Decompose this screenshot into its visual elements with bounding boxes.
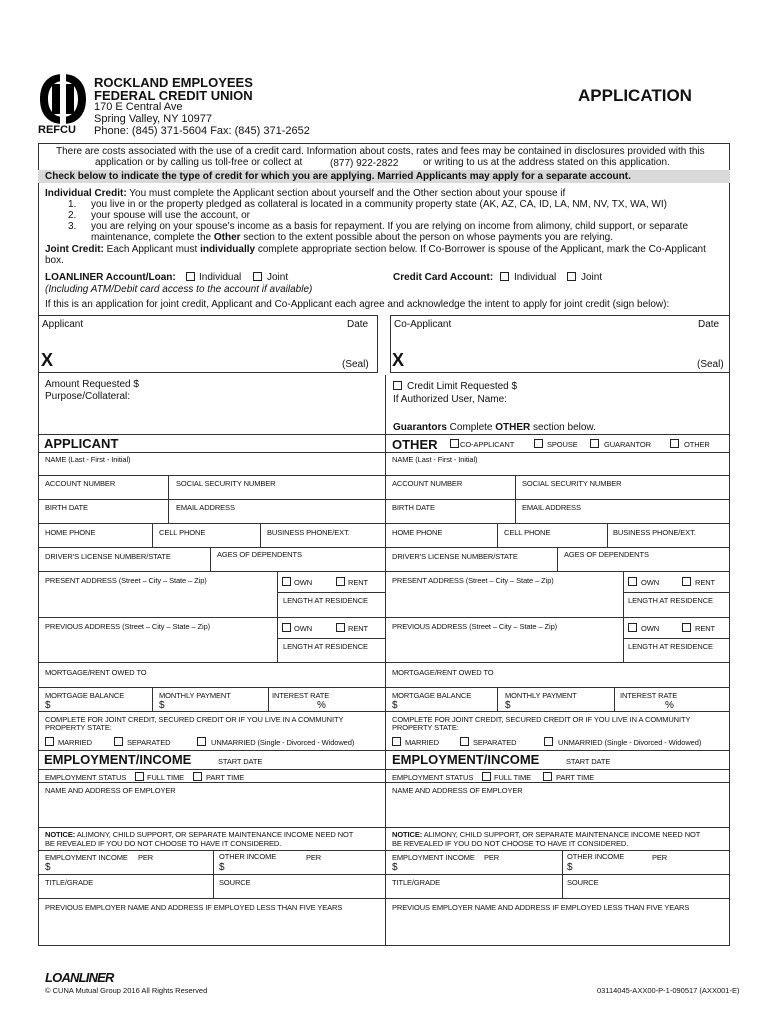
intro-phone: (877) 922-2822 (330, 158, 399, 169)
row-line (385, 874, 730, 875)
col-line (557, 547, 558, 571)
credit-card-individual-label: Individual (514, 272, 557, 283)
spouse-checkbox[interactable] (534, 439, 543, 448)
joint-a: Each Applicant must (103, 244, 201, 255)
other-previous-employer-field[interactable]: PREVIOUS EMPLOYER NAME AND ADDRESS IF EMPLOYED LESS THAN FIVE YEARS (392, 903, 690, 912)
other-account-number-field[interactable]: ACCOUNT NUMBER (392, 479, 463, 488)
purpose-collateral-label: Purpose/Collateral: (45, 391, 131, 402)
joint-credit-text2: box. (45, 255, 64, 266)
org-phone: Phone: (845) 371-5604 Fax: (845) 371-2652 (94, 125, 310, 137)
credit-card-joint-checkbox[interactable] (567, 272, 576, 281)
cont-b: Other (213, 232, 241, 243)
list-item-text: your spouse will use the account, or (91, 210, 250, 221)
own-label: OWN (294, 624, 313, 633)
credit-card-label: Credit Card Account: (393, 272, 494, 283)
other-married-checkbox[interactable] (392, 737, 401, 746)
loanliner-logo: LOANLINER (45, 970, 114, 985)
row-line (38, 499, 385, 500)
row-line (385, 769, 730, 770)
intro-line1: There are costs associated with the use of a credit card. Information about costs, rates and fees may be contained in disclosures provided with this (56, 146, 705, 157)
list-item-text: you are relying on your spouse's income as a basis for repayment. If you are relying on income from alimony, child support, or separate (91, 221, 689, 232)
separated-label: SEPARATED (127, 738, 171, 747)
other-drivers-license-field[interactable]: DRIVER'S LICENSE NUMBER/STATE (392, 552, 518, 561)
row-line (38, 769, 385, 770)
notice-text (45, 830, 353, 839)
row-line (385, 782, 730, 783)
col-line (623, 571, 624, 617)
row-line (277, 592, 385, 593)
monthly-payment-field[interactable]: MONTHLY PAYMENT (159, 691, 231, 700)
row-line (38, 475, 385, 476)
loanliner-individual-checkbox[interactable] (186, 272, 195, 281)
credit-limit-checkbox[interactable] (393, 381, 402, 390)
row-line (38, 874, 385, 875)
other-property-state-note: PROPERTY STATE: (392, 723, 459, 732)
loanliner-joint-label: Joint (267, 272, 289, 283)
form-code: 03114045-AXX00-P-1-090517 (AXX001-E) (597, 986, 740, 995)
part-time-label: PART TIME (556, 773, 595, 782)
applicant-sign-label: Applicant (42, 319, 84, 330)
property-state-note: PROPERTY STATE: (45, 723, 112, 732)
ages-dependents-field[interactable]: AGES OF DEPENDENTS (217, 550, 302, 559)
other-previous-address-field[interactable]: PREVIOUS ADDRESS (Street – City – State – Zip) (392, 622, 558, 631)
other-previous-own-checkbox[interactable] (628, 623, 637, 632)
unmarried-label: UNMARRIED (Single - Divorced - Widowed) (558, 738, 702, 747)
other-full-time-checkbox[interactable] (482, 772, 491, 781)
income-source-field[interactable]: SOURCE (219, 878, 251, 887)
row-line (385, 711, 730, 712)
part-time-label: PART TIME (206, 773, 245, 782)
employment-income-field[interactable]: EMPLOYMENT INCOME (45, 853, 128, 862)
row-line (38, 687, 385, 688)
notice-body: ALIMONY, CHILD SUPPORT, OR SEPARATE MAINTENANCE INCOME NEED NOT (422, 830, 701, 839)
coapplicant-date-label: Date (698, 319, 720, 330)
married-label: MARRIED (58, 738, 92, 747)
other-name-field[interactable]: NAME (Last - First - Initial) (392, 455, 478, 464)
previous-own-checkbox[interactable] (282, 623, 291, 632)
guarantors-b: Complete (446, 422, 496, 433)
row-line (38, 452, 385, 453)
home-phone-field[interactable]: HOME PHONE (45, 528, 96, 537)
list-item-continuation (91, 232, 613, 243)
applicant-date-label: Date (347, 319, 369, 330)
notice-text2: BE REVEALED IF YOU DO NOT CHOOSE TO HAVE IT CONSIDERED. (45, 839, 282, 848)
other-income-per: PER (306, 853, 322, 862)
joint-credit-label: Joint Credit: (45, 244, 104, 255)
other-income-dollar: $ (219, 862, 225, 873)
loanliner-note: (Including ATM/Debit card access to the account if available) (45, 284, 313, 295)
full-time-label: FULL TIME (147, 773, 185, 782)
guarantors-c: OTHER (495, 422, 531, 433)
other-employment-title: EMPLOYMENT/INCOME (392, 752, 540, 767)
present-rent-checkbox[interactable] (336, 577, 345, 586)
present-address-field[interactable]: PRESENT ADDRESS (Street – City – State – Zip) (45, 576, 207, 585)
row-line (623, 592, 730, 593)
previous-address-field[interactable]: PREVIOUS ADDRESS (Street – City – State – Zip) (45, 622, 211, 631)
own-label: OWN (641, 624, 660, 633)
row-line (385, 898, 730, 899)
ssn-field[interactable]: SOCIAL SECURITY NUMBER (176, 479, 276, 488)
row-line (385, 523, 730, 524)
other-mortgage-balance-field[interactable]: MORTGAGE BALANCE (392, 691, 472, 700)
applicant-signature-box[interactable] (38, 315, 378, 373)
org-name-line1: ROCKLAND EMPLOYEES (94, 75, 253, 90)
row-line (38, 571, 385, 572)
full-time-checkbox[interactable] (135, 772, 144, 781)
unmarried-checkbox[interactable] (197, 737, 206, 746)
credit-card-joint-label: Joint (581, 272, 603, 283)
list-item-num: 2. (68, 210, 77, 221)
row-line (385, 571, 730, 572)
rent-label: RENT (695, 578, 716, 587)
other-part-time-checkbox[interactable] (543, 772, 552, 781)
col-line (614, 687, 615, 711)
other-interest-percent: % (665, 700, 674, 711)
col-line (268, 687, 269, 711)
row-line (385, 452, 730, 453)
row-line (385, 662, 730, 663)
page-title: APPLICATION (578, 86, 692, 105)
other-present-rent-checkbox[interactable] (682, 577, 691, 586)
other-start-date-field[interactable]: START DATE (566, 757, 611, 766)
notice-body: ALIMONY, CHILD SUPPORT, OR SEPARATE MAINTENANCE INCOME NEED NOT (75, 830, 354, 839)
other-separated-checkbox[interactable] (460, 737, 469, 746)
co-applicant-checkbox[interactable] (450, 439, 459, 448)
row-line (385, 750, 730, 751)
rent-label: RENT (695, 624, 716, 633)
other-section-title: OTHER (392, 437, 438, 452)
interest-percent: % (317, 700, 326, 711)
copyright-text: © CUNA Mutual Group 2016 All Rights Reserved (45, 986, 208, 995)
other-notice-text2: BE REVEALED IF YOU DO NOT CHOOSE TO HAVE IT CONSIDERED. (392, 839, 629, 848)
col-line (497, 687, 498, 711)
individual-credit-label: Individual Credit: (45, 188, 127, 199)
col-line (260, 523, 261, 547)
joint-b: individually (200, 244, 256, 255)
row-line (38, 547, 385, 548)
other-income-source-field[interactable]: SOURCE (567, 878, 599, 887)
row-line (385, 850, 730, 851)
row-line (38, 782, 385, 783)
other-mortgage-owed-field[interactable]: MORTGAGE/RENT OWED TO (392, 668, 494, 677)
guarantors-a: Guarantors (393, 422, 447, 433)
col-line (210, 547, 211, 571)
guarantors-d: section below. (530, 422, 596, 433)
row-line (38, 850, 385, 851)
logo-letters: REFCU (38, 124, 76, 136)
other-option-label: OTHER (684, 440, 710, 449)
other-cell-phone-field[interactable]: CELL PHONE (504, 528, 551, 537)
list-item-num: 1. (68, 199, 77, 210)
joint-credit-note: COMPLETE FOR JOINT CREDIT, SECURED CREDIT OR IF YOU LIVE IN A COMMUNITY (45, 715, 344, 724)
intro-line2a: application or by calling us toll-free or collect at (95, 157, 303, 168)
col-line (277, 571, 278, 617)
other-unmarried-checkbox[interactable] (544, 737, 553, 746)
other-present-address-field[interactable]: PRESENT ADDRESS (Street – City – State – Zip) (392, 576, 554, 585)
applicant-section-title: APPLICANT (44, 436, 119, 451)
other-emp-income-per: PER (484, 853, 500, 862)
row-line (38, 750, 385, 751)
row-line (38, 898, 385, 899)
row-line (385, 827, 730, 828)
row-line (38, 711, 385, 712)
business-phone-field[interactable]: BUSINESS PHONE/EXT. (267, 528, 350, 537)
credit-card-individual-checkbox[interactable] (500, 272, 509, 281)
col-line (515, 475, 516, 499)
other-monthly-payment-field[interactable]: MONTHLY PAYMENT (505, 691, 577, 700)
title-grade-field[interactable]: TITLE/GRADE (45, 878, 94, 887)
joint-c: complete appropriate section below. If Co-Borrower is spouse of the Applicant, mark the Co-Applicant (255, 244, 706, 255)
credit-union-logo-icon (38, 72, 88, 126)
own-label: OWN (641, 578, 660, 587)
married-label: MARRIED (405, 738, 439, 747)
married-checkbox[interactable] (45, 737, 54, 746)
row-line (38, 617, 385, 618)
guarantors-note (393, 422, 596, 433)
separated-label: SEPARATED (473, 738, 517, 747)
mortgage-dollar: $ (45, 700, 51, 711)
loanliner-label: LOANLINER Account/Loan: (45, 272, 176, 283)
employment-status-label: EMPLOYMENT STATUS (45, 773, 127, 782)
start-date-field[interactable]: START DATE (218, 757, 263, 766)
credit-limit-label: Credit Limit Requested $ (407, 381, 518, 392)
employer-name-field[interactable]: NAME AND ADDRESS OF EMPLOYER (45, 786, 176, 795)
individual-credit-text (45, 188, 565, 199)
other-mortgage-dollar: $ (392, 700, 398, 711)
logo (38, 72, 88, 136)
loanliner-individual-label: Individual (199, 272, 242, 283)
emp-income-dollar: $ (45, 862, 51, 873)
other-employment-status-label: EMPLOYMENT STATUS (392, 773, 474, 782)
other-interest-rate-field[interactable]: INTEREST RATE (620, 691, 678, 700)
joint-credit-text (45, 244, 706, 255)
previous-rent-checkbox[interactable] (336, 623, 345, 632)
other-present-own-checkbox[interactable] (628, 577, 637, 586)
previous-length-field[interactable]: LENGTH AT RESIDENCE (283, 642, 368, 651)
separated-checkbox[interactable] (114, 737, 123, 746)
present-own-checkbox[interactable] (282, 577, 291, 586)
coapplicant-x-mark: X (392, 350, 405, 370)
other-other-income-field[interactable]: OTHER INCOME (567, 852, 625, 861)
col-line (515, 499, 516, 523)
part-time-checkbox[interactable] (193, 772, 202, 781)
row-line (385, 499, 730, 500)
list-item-text: you live in or the property pledged as collateral is located in a community property state (AK, AZ, CA, ID, LA, NM, NV, TX, WA, WI) (91, 199, 667, 210)
rent-label: RENT (348, 578, 369, 587)
instruction-text: Check below to indicate the type of credit for which you are applying. Married Applicants may apply for a separate account. (45, 171, 631, 182)
employment-title: EMPLOYMENT/INCOME (44, 752, 192, 767)
other-business-phone-field[interactable]: BUSINESS PHONE/EXT. (613, 528, 696, 537)
row-line (38, 662, 385, 663)
org-address1: 170 E Central Ave (94, 101, 183, 113)
org-address2: Spring Valley, NY 10977 (94, 113, 213, 125)
coapplicant-seal: (Seal) (697, 359, 724, 370)
notice-label: NOTICE: (45, 830, 76, 839)
other-income-field[interactable]: OTHER INCOME (219, 852, 277, 861)
cont-c: section to the extent possible about the person on whose payments you are relying. (240, 232, 613, 243)
other-previous-length-field[interactable]: LENGTH AT RESIDENCE (628, 642, 713, 651)
previous-employer-field[interactable]: PREVIOUS EMPLOYER NAME AND ADDRESS IF EMPLOYED LESS THAN FIVE YEARS (45, 903, 343, 912)
birth-date-field[interactable]: BIRTH DATE (45, 503, 88, 512)
col-line (277, 617, 278, 662)
other-birth-date-field[interactable]: BIRTH DATE (392, 503, 435, 512)
joint-acknowledgement: If this is an application for joint credit, Applicant and Co-Applicant each agree and acknowledge the intent to apply for joint credit (sign below): (45, 299, 670, 310)
row-line (385, 617, 730, 618)
mortgage-balance-field[interactable]: MORTGAGE BALANCE (45, 691, 125, 700)
email-field[interactable]: EMAIL ADDRESS (176, 503, 235, 512)
row-line (277, 638, 385, 639)
col-line (623, 617, 624, 662)
other-present-length-field[interactable]: LENGTH AT RESIDENCE (628, 596, 713, 605)
guarantor-checkbox[interactable] (590, 439, 599, 448)
other-ssn-field[interactable]: SOCIAL SECURITY NUMBER (522, 479, 622, 488)
co-applicant-label: CO-APPLICANT (460, 440, 515, 449)
column-divider (385, 375, 386, 946)
full-time-label: FULL TIME (494, 773, 532, 782)
other-checkbox[interactable] (670, 439, 679, 448)
row-line (38, 523, 385, 524)
loanliner-joint-checkbox[interactable] (253, 272, 262, 281)
drivers-license-field[interactable]: DRIVER'S LICENSE NUMBER/STATE (45, 552, 171, 561)
cell-phone-field[interactable]: CELL PHONE (159, 528, 206, 537)
guarantor-label: GUARANTOR (604, 440, 651, 449)
other-previous-rent-checkbox[interactable] (682, 623, 691, 632)
other-ages-dependents-field[interactable]: AGES OF DEPENDENTS (564, 550, 649, 559)
cont-a: maintenance, complete the (91, 232, 214, 243)
col-line (152, 687, 153, 711)
other-joint-credit-note: COMPLETE FOR JOINT CREDIT, SECURED CREDIT OR IF YOU LIVE IN A COMMUNITY (392, 715, 691, 724)
other-notice-text (392, 830, 700, 839)
mortgage-owed-field[interactable]: MORTGAGE/RENT OWED TO (45, 668, 147, 677)
other-title-grade-field[interactable]: TITLE/GRADE (392, 878, 441, 887)
unmarried-label: UNMARRIED (Single - Divorced - Widowed) (211, 738, 355, 747)
other-employer-name-field[interactable]: NAME AND ADDRESS OF EMPLOYER (392, 786, 523, 795)
present-length-field[interactable]: LENGTH AT RESIDENCE (283, 596, 368, 605)
account-number-field[interactable]: ACCOUNT NUMBER (45, 479, 116, 488)
amount-requested-label: Amount Requested $ (45, 379, 139, 390)
name-field[interactable]: NAME (Last - First - Initial) (45, 455, 131, 464)
other-other-income-dollar: $ (567, 862, 573, 873)
other-email-field[interactable]: EMAIL ADDRESS (522, 503, 581, 512)
applicant-x-mark: X (41, 350, 54, 370)
other-home-phone-field[interactable]: HOME PHONE (392, 528, 443, 537)
org-name-line2: FEDERAL CREDIT UNION (94, 88, 253, 103)
form-frame (38, 143, 730, 946)
row-line (38, 827, 385, 828)
intro-line2c: or writing to us at the address stated on this application. (423, 157, 670, 168)
coapplicant-sign-label: Co-Applicant (394, 319, 452, 330)
col-line (607, 523, 608, 547)
spouse-label: SPOUSE (547, 440, 578, 449)
row-line (385, 687, 730, 688)
monthly-dollar: $ (159, 700, 165, 711)
col-line (152, 523, 153, 547)
other-monthly-dollar: $ (505, 700, 511, 711)
list-item-num: 3. (68, 221, 77, 232)
col-line (497, 523, 498, 547)
own-label: OWN (294, 578, 313, 587)
row-line (623, 638, 730, 639)
rent-label: RENT (348, 624, 369, 633)
individual-credit-desc: You must complete the Applicant section about yourself and the Other section about your spouse if (126, 188, 566, 199)
row-line (385, 475, 730, 476)
col-line (168, 475, 169, 499)
section-divider (38, 434, 730, 435)
applicant-seal: (Seal) (342, 359, 369, 370)
interest-rate-field[interactable]: INTEREST RATE (272, 691, 330, 700)
other-other-income-per: PER (652, 853, 668, 862)
other-employment-income-field[interactable]: EMPLOYMENT INCOME (392, 853, 475, 862)
notice-label: NOTICE: (392, 830, 423, 839)
other-emp-income-dollar: $ (392, 862, 398, 873)
emp-income-per: PER (138, 853, 154, 862)
authorized-user-label: If Authorized User, Name: (393, 394, 507, 405)
col-line (168, 499, 169, 523)
